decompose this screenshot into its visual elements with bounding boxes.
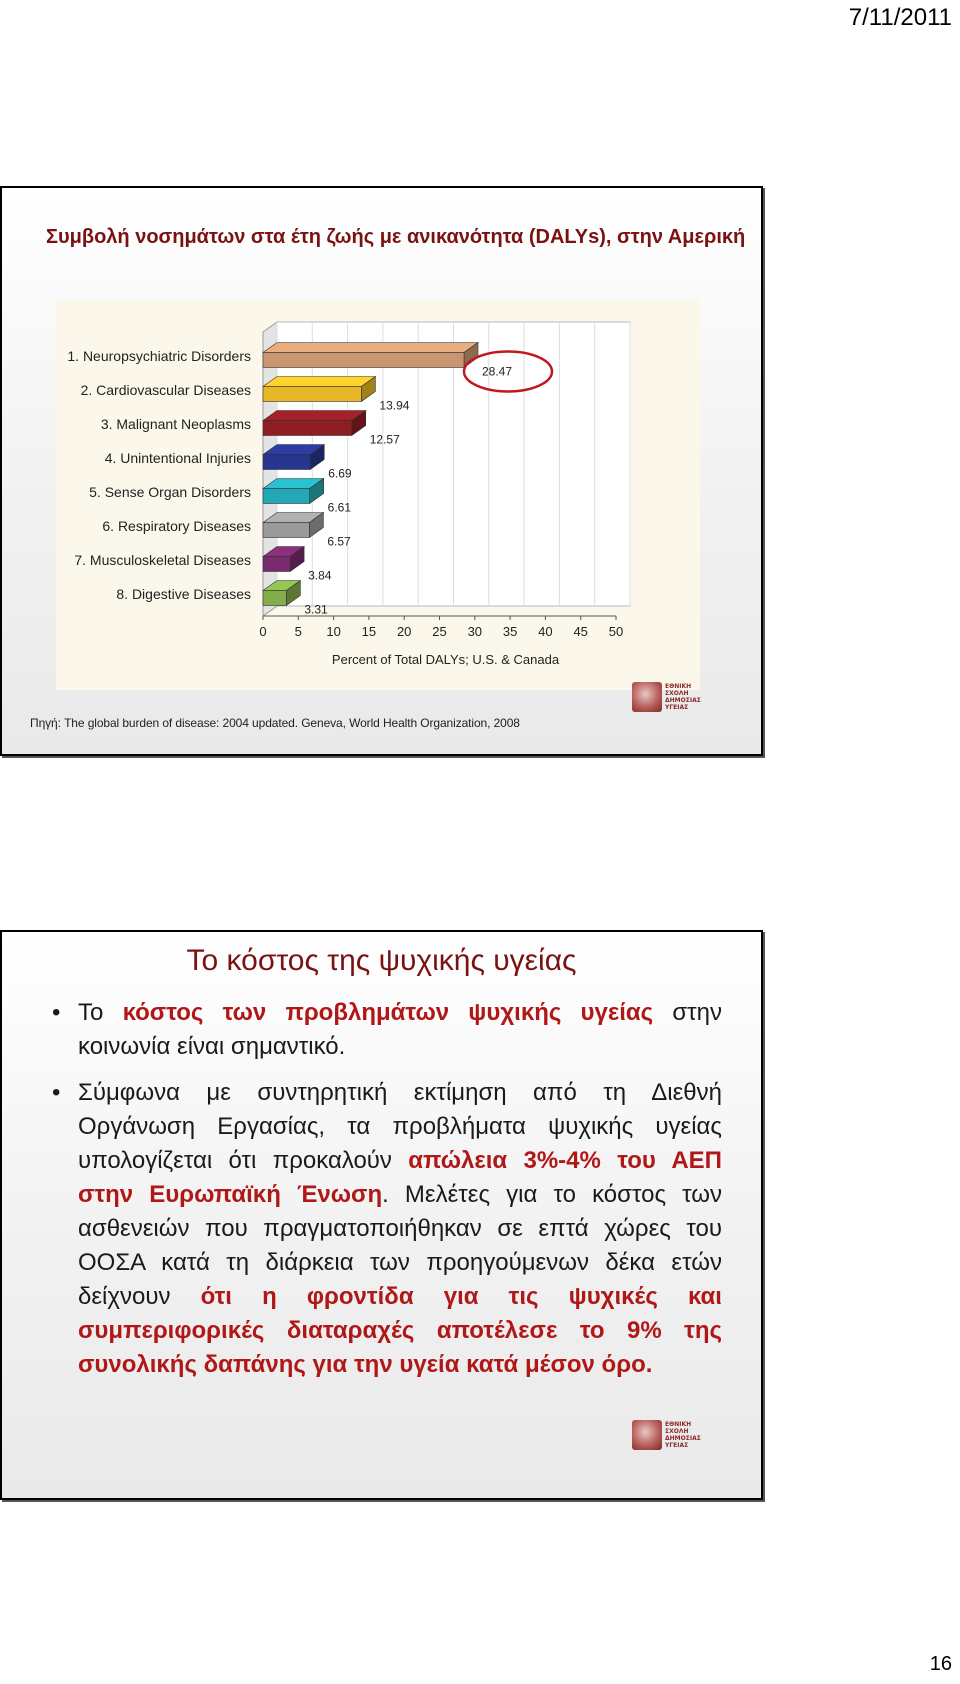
- x-tick-label: 20: [396, 624, 412, 639]
- x-tick-label: 5: [294, 624, 302, 639]
- logo-emblem-icon: [632, 682, 662, 712]
- x-tick-label: 40: [538, 624, 553, 639]
- category-label: 3. Malignant Neoplasms: [100, 416, 251, 432]
- bar-top: [263, 411, 366, 421]
- bullet-item: [52, 1076, 722, 1382]
- bullet-text: Το: [78, 999, 123, 1026]
- x-axis-label: Percent of Total DALYs; U.S. & Canada: [331, 652, 560, 667]
- slide-dalys-chart: [0, 186, 763, 756]
- bullet-text: στην κοινωνία είναι σημαντικό.: [78, 999, 722, 1060]
- school-logo: [632, 682, 714, 712]
- category-label: 5. Sense Organ Disorders: [89, 484, 251, 500]
- category-label: 2. Cardiovascular Diseases: [80, 382, 251, 398]
- data-label: 6.61: [327, 500, 352, 515]
- bullet-text: Σύμφωνα με συντηρητική εκτίμηση από τη Διεθνή Οργάνωση Εργασίας, τα προβλήματα ψυχικής υγείας υπολογίζεται ότι προκαλούν: [78, 1079, 722, 1174]
- data-label: 28.47: [481, 364, 513, 379]
- bullet-item: [52, 996, 722, 1064]
- x-tick-label: 25: [432, 624, 447, 639]
- data-label: 13.94: [379, 398, 410, 413]
- x-tick-label: 35: [502, 624, 518, 639]
- x-tick-label: 10: [326, 624, 341, 639]
- bar: [263, 557, 290, 572]
- x-tick-label: 15: [361, 624, 377, 639]
- category-label: 4. Unintentional Injuries: [104, 450, 251, 466]
- category-label: 6. Respiratory Diseases: [102, 518, 251, 534]
- bullet-highlight: κόστος των προβλημάτων ψυχικής υγείας: [122, 999, 654, 1026]
- category-label: 8. Digestive Diseases: [116, 586, 251, 602]
- bar: [263, 387, 361, 402]
- data-label: 3.31: [304, 602, 328, 617]
- logo-emblem-icon: [632, 1420, 662, 1450]
- logo-text: ΕΘΝΙΚΗ ΣΧΟΛΗ ΔΗΜΟΣΙΑΣ ΥΓΕΙΑΣ: [665, 1421, 701, 1449]
- data-label: 6.57: [327, 534, 351, 549]
- bar-top: [263, 343, 478, 353]
- slide-title: Το κόστος της ψυχικής υγείας: [186, 944, 577, 977]
- bullet-list: [52, 996, 722, 1394]
- bar: [263, 455, 310, 470]
- bar: [263, 591, 286, 606]
- chart-panel: [56, 300, 700, 690]
- dalys-bar-chart: [56, 300, 700, 690]
- bullet-highlight: απώλεια 3%-4% του ΑΕΠ στην Ευρωπαϊκή Ένωση: [78, 1147, 722, 1208]
- bar: [263, 421, 352, 436]
- bullet-highlight: ότι η φροντίδα για τις ψυχικές και συμπεριφορικές διαταραχές αποτέλεσε το 9% της συνολικής δαπάνης για την υγεία κατά μέσον όρο.: [78, 1283, 722, 1378]
- data-label: 3.84: [308, 568, 332, 583]
- bullet-text: . Μελέτες για το κόστος των ασθενειών που πραγματοποιήθηκαν σε επτά χώρες του ΟΟΣΑ κατά τη διάρκεια των προηγούμενων δέκα ετών δείχνουν: [78, 1181, 723, 1310]
- category-label: 7. Musculoskeletal Diseases: [74, 552, 251, 568]
- header-date: 7/11/2011: [848, 4, 952, 31]
- page-number: 16: [929, 1653, 952, 1675]
- x-tick-label: 45: [573, 624, 588, 639]
- bar: [263, 523, 309, 538]
- bar-top: [263, 377, 375, 387]
- source-note: Πηγή: The global burden of disease: 2004 updated. Geneva, World Health Organization, 2008: [30, 716, 520, 730]
- bar: [263, 489, 310, 504]
- logo-text: ΕΘΝΙΚΗ ΣΧΟΛΗ ΔΗΜΟΣΙΑΣ ΥΓΕΙΑΣ: [665, 683, 701, 711]
- slide-mental-health-cost: [0, 930, 763, 1500]
- x-tick-label: 0: [259, 624, 267, 639]
- x-tick-label: 50: [608, 624, 624, 639]
- category-label: 1. Neuropsychiatric Disorders: [67, 348, 251, 364]
- slide-title: Συμβολή νοσημάτων στα έτη ζωής με ανικανότητα (DALYs), στην Αμερική: [46, 226, 746, 248]
- data-label: 6.69: [328, 466, 352, 481]
- bar: [263, 353, 464, 368]
- data-label: 12.57: [369, 432, 400, 447]
- school-logo: [632, 1420, 714, 1450]
- x-tick-label: 30: [467, 624, 483, 639]
